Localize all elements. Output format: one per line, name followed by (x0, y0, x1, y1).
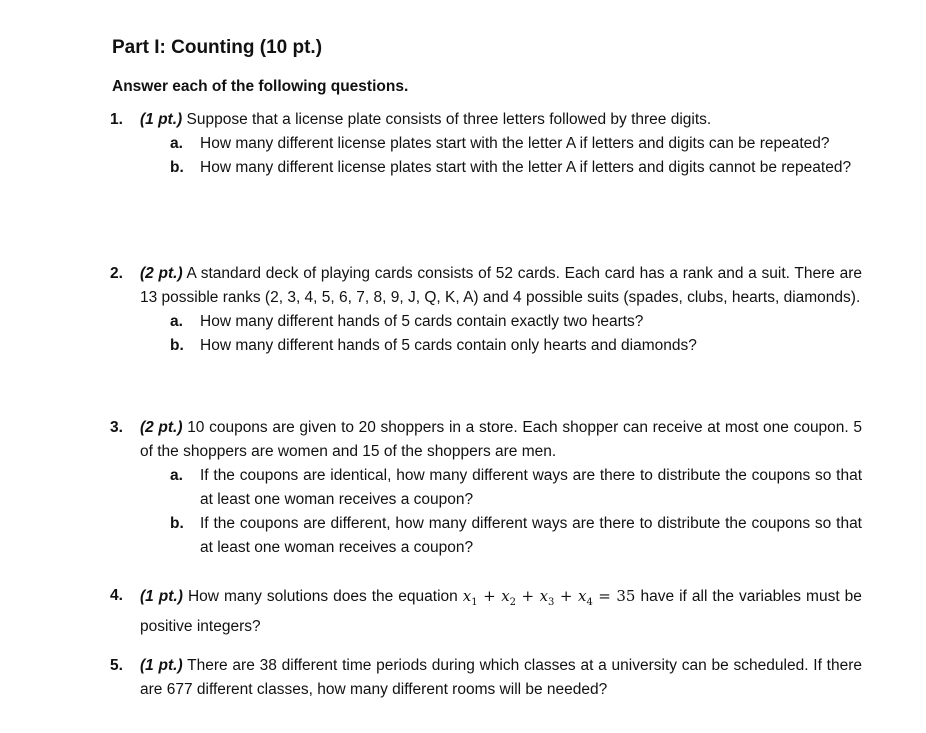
points-label: (2 pt.) (140, 419, 183, 436)
question-text: Suppose that a license plate consists of three letters followed by three digits. (186, 111, 712, 128)
sub-label: b. (170, 337, 184, 354)
sub-question-text: How many different license plates start with the letter A if letters and digits can be repeated? (200, 135, 830, 152)
sub-question-b (170, 334, 862, 358)
question-text: There are 38 different time periods during which classes at a university can be scheduled. If there are 677 different classes, how many different rooms will be needed? (140, 657, 862, 698)
sub-question-text: How many different license plates start with the letter A if letters and digits cannot be repeated? (200, 159, 852, 176)
question-text: 10 coupons are given to 20 shoppers in a store. Each shopper can receive at most one coupon. 5 of the shoppers are women and 15 of the shoppers are men. (140, 419, 862, 460)
sub-question-text: If the coupons are different, how many different ways are there to distribute the coupons so that at least one woman receives a coupon? (200, 515, 862, 556)
question-number: 4. (110, 587, 123, 604)
sub-question-a (170, 310, 862, 334)
sub-question-text: If the coupons are identical, how many different ways are there to distribute the coupons so that at least one woman receives a coupon? (200, 467, 862, 508)
question-number: 1. (110, 111, 123, 128)
points-label: (2 pt.) (140, 265, 183, 282)
question-text-continued: have if all the variables must be positive integers? (140, 588, 862, 635)
points-label: (1 pt.) (140, 657, 183, 674)
points-label: (1 pt.) (140, 588, 183, 605)
sub-question-b (170, 156, 862, 180)
sub-label: a. (170, 467, 183, 484)
sub-question-text: How many different hands of 5 cards contain exactly two hearts? (200, 313, 644, 330)
sub-question-text: How many different hands of 5 cards contain only hearts and diamonds? (200, 337, 697, 354)
equation: $x_1 + x_2 + x_3 + x_4 = 35$ (462, 587, 636, 608)
sub-label: b. (170, 159, 184, 176)
sub-question-a (170, 132, 862, 156)
question-number: 5. (110, 657, 123, 674)
instructions: Answer each of the following questions. (112, 78, 409, 95)
sub-label: a. (170, 135, 183, 152)
page-title: Part I: Counting (10 pt.) (112, 37, 323, 58)
sub-label: b. (170, 515, 184, 532)
sub-question-b (170, 512, 862, 560)
sub-question-a (170, 464, 862, 512)
points-label: (1 pt.) (140, 111, 183, 128)
question-number: 2. (110, 265, 123, 282)
question-number: 3. (110, 419, 123, 436)
question-text: A standard deck of playing cards consists of 52 cards. Each card has a rank and a suit. There are 13 possible ranks (2, 3, 4, 5, 6, 7, 8, 9, J, Q, K, A) and 4 possible suits (spades, clubs, hearts, diamonds). (140, 265, 863, 306)
sub-label: a. (170, 313, 183, 330)
question-text: How many solutions does the equation (187, 588, 458, 605)
